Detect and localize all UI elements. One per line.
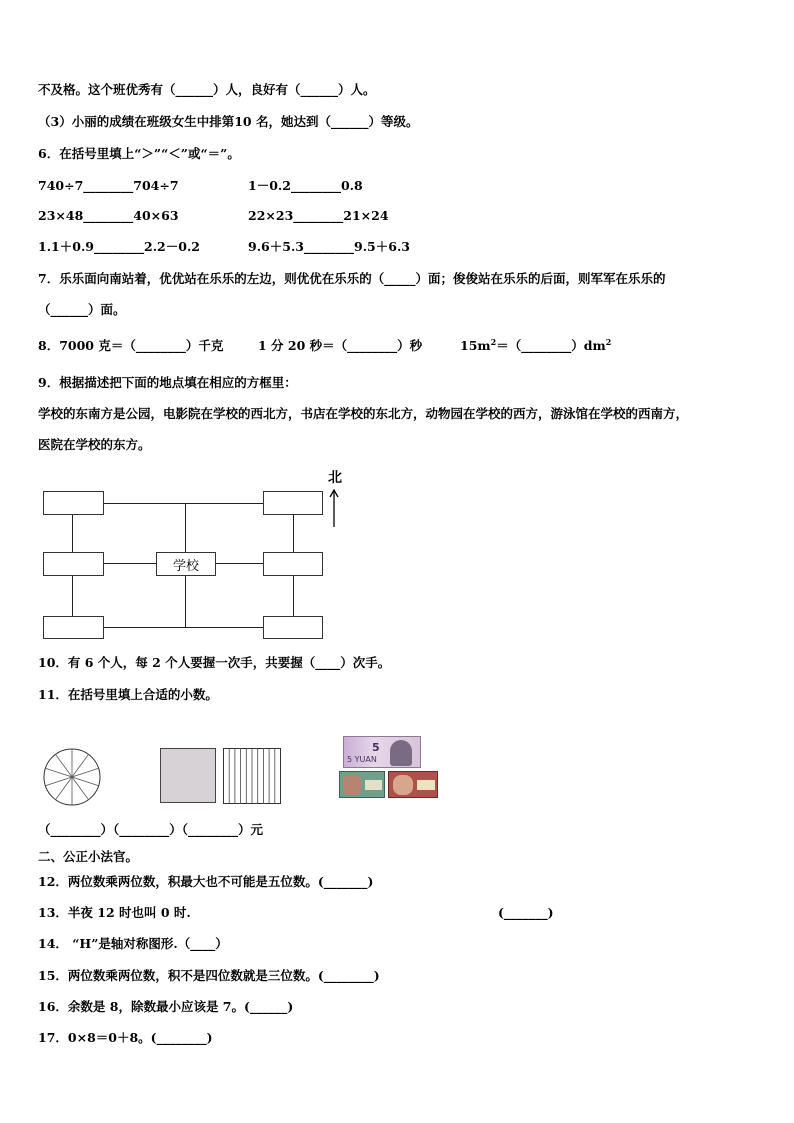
- q14: 14． “H”是轴对称图形.（____）: [38, 936, 228, 951]
- green-jiao-note: [339, 771, 385, 798]
- map-box-school: 学校: [156, 552, 216, 576]
- q6-row3-a: 1.1＋0.9________2.2－0.2: [38, 239, 200, 254]
- q16: 16．余数是 8，除数最小应该是 7。(______): [38, 999, 294, 1014]
- shaded-square-figure: [160, 748, 216, 803]
- q8-part-b: 1 分 20 秒＝（________）秒: [258, 338, 423, 353]
- bill-label: 5 YUAN: [347, 755, 377, 764]
- q6-row2-b: 22×23________21×24: [248, 208, 389, 223]
- q7-line1: 7．乐乐面向南站着，优优站在乐乐的左边，则优优在乐乐的（_____）面；俊俊站在乐乐的后面，则军军在乐乐的: [38, 271, 666, 286]
- q11-title: 11．在括号里填上合适的小数。: [38, 687, 218, 702]
- note-portrait-left: [343, 775, 361, 795]
- q11-blanks: （________）（________）（________）元: [38, 822, 264, 837]
- circle-fraction-figure: [42, 747, 102, 807]
- q7-line2: （______）面。: [38, 302, 126, 317]
- note-emblem: [365, 780, 382, 790]
- q15: 15．两位数乘两位数，积不是四位数就是三位数。(________): [38, 968, 380, 983]
- map-box-southwest[interactable]: [43, 616, 104, 639]
- q10: 10．有 6 个人，每 2 个人要握一次手，共要握（____）次手。: [38, 655, 391, 670]
- map-box-west[interactable]: [43, 552, 104, 576]
- five-yuan-bill: [343, 736, 421, 768]
- note-portrait-right: [393, 775, 413, 795]
- q17: 17．0×8＝0＋8。(________): [38, 1030, 213, 1045]
- map-box-southeast[interactable]: [263, 616, 323, 639]
- q8-sup-1: 2: [490, 336, 497, 347]
- q8-c-value: 15m: [460, 338, 491, 353]
- q8-part-c: [460, 338, 611, 354]
- note-emblem-right: [417, 780, 435, 790]
- q13-blank: (_______): [498, 905, 554, 920]
- red-jiao-note: [388, 771, 438, 798]
- q6-row3-b: 9.6＋5.3________9.5＋6.3: [248, 239, 410, 254]
- map-box-northeast[interactable]: [263, 491, 323, 515]
- map-box-east[interactable]: [263, 552, 323, 576]
- north-label: 北: [328, 470, 342, 486]
- q12: 12．两位数乘两位数，积最大也不可能是五位数。(_______): [38, 874, 374, 889]
- q9-title: 9．根据描述把下面的地点填在相应的方框里：: [38, 375, 297, 390]
- q6-title: 6．在括号里填上“＞”“＜”或“＝”。: [38, 146, 240, 161]
- north-arrow-icon: [328, 488, 340, 528]
- q5-line2: （3）小丽的成绩在班级女生中排第10 名，她达到（______）等级。: [38, 114, 419, 129]
- q6-row1-a: 740÷7________704÷7: [38, 178, 179, 193]
- q9-desc-line2: 医院在学校的东方。: [38, 437, 151, 452]
- q8-sup-2: 2: [605, 336, 612, 347]
- map-line-bottom: [72, 627, 294, 628]
- portrait-image: [390, 740, 412, 766]
- striped-square-figure: [223, 748, 281, 804]
- q6-row2-a: 23×48________40×63: [38, 208, 179, 223]
- bill-value: 5: [372, 741, 380, 754]
- section-2-title: 二、公正小法官。: [38, 849, 139, 864]
- q6-row1-b: 1－0.2________0.8: [248, 178, 363, 193]
- map-box-northwest[interactable]: [43, 491, 104, 515]
- q8-c-blank: ＝（________）: [496, 338, 584, 353]
- q8-part-a: 8．7000 克＝（________）千克: [38, 338, 224, 353]
- q8-c-unit: dm: [583, 338, 606, 353]
- q5-line1: 不及格。这个班优秀有（______）人，良好有（______）人。: [38, 82, 376, 97]
- q9-desc-line1: 学校的东南方是公园，电影院在学校的西北方，书店在学校的东北方，动物园在学校的西方，游泳馆在学校的西南方，: [38, 406, 689, 421]
- map-line-top: [72, 503, 294, 504]
- q13: 13．半夜 12 时也叫 0 时.: [38, 905, 191, 920]
